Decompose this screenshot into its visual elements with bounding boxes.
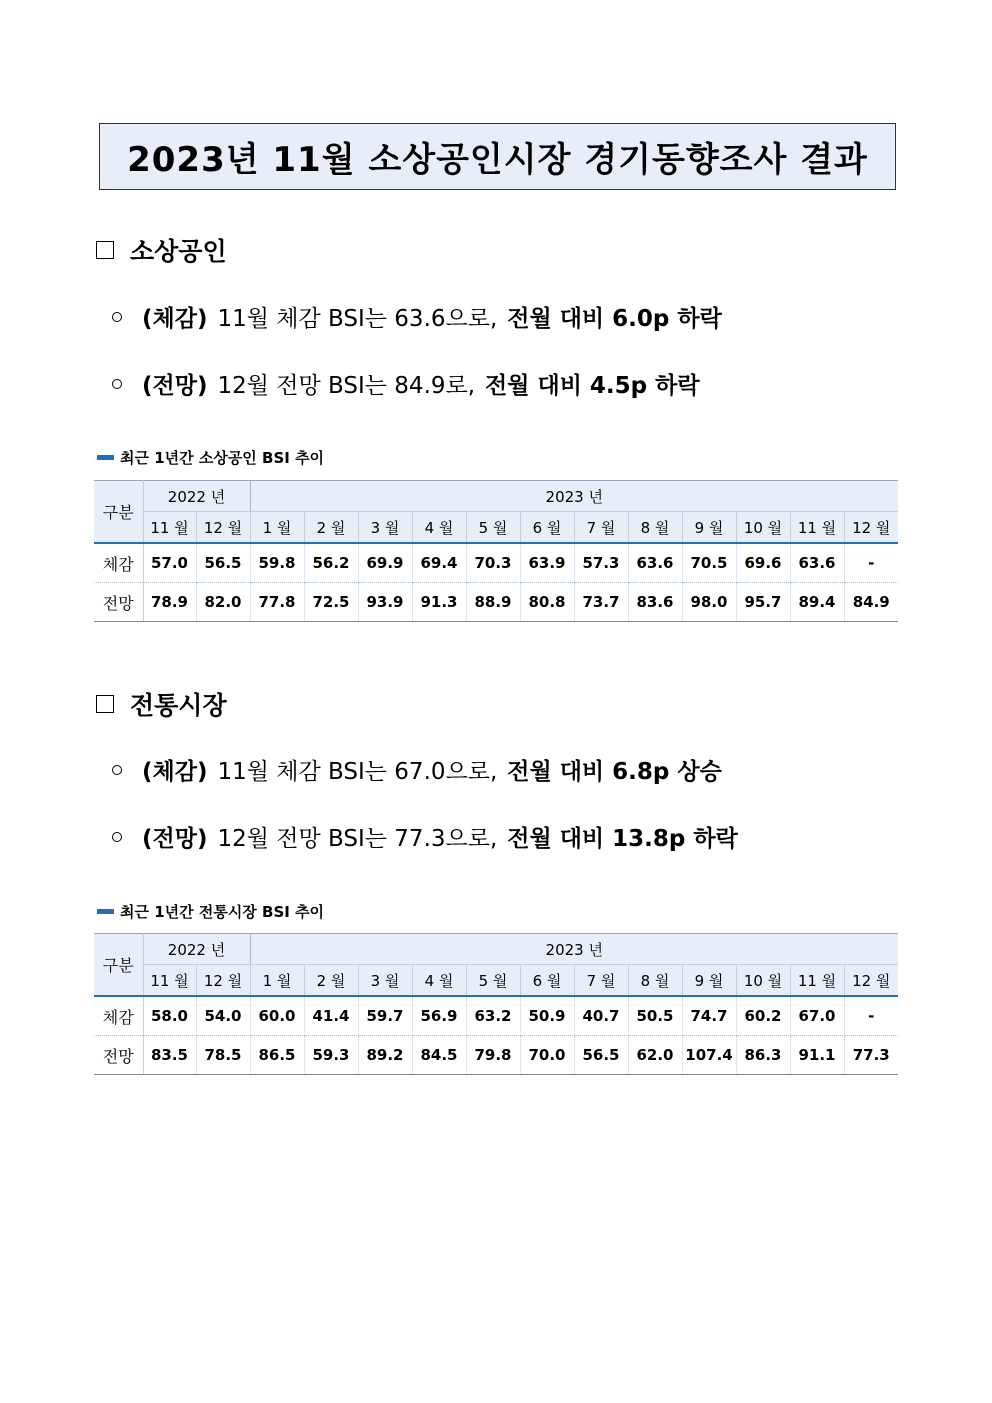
bullet-tag: (체감) bbox=[142, 306, 208, 332]
header-year-2022: 2022 년 bbox=[143, 934, 250, 965]
header-month: 11 월 bbox=[143, 512, 196, 544]
caption-text: 최근 1년간 소상공인 BSI 추이 bbox=[120, 449, 325, 467]
table-cell: 60.2 bbox=[736, 996, 790, 1036]
bullet-current bbox=[112, 300, 722, 333]
table-cell: - bbox=[844, 543, 898, 583]
circle-bullet-icon bbox=[112, 312, 122, 322]
table-cell: 84.5 bbox=[412, 1036, 466, 1075]
header-month: 4 월 bbox=[412, 965, 466, 997]
table-cell: 69.6 bbox=[736, 543, 790, 583]
header-month: 11 월 bbox=[143, 965, 196, 997]
bullet-text: 12월 전망 BSI는 77.3으로, bbox=[217, 826, 498, 852]
table-cell: 41.4 bbox=[304, 996, 358, 1036]
table-caption bbox=[97, 447, 324, 468]
header-month: 8 월 bbox=[628, 965, 682, 997]
caption-bar-icon bbox=[97, 455, 114, 460]
checkbox-square-icon bbox=[96, 695, 114, 713]
table-cell: 57.0 bbox=[143, 543, 196, 583]
section-heading-label: 전통시장 bbox=[130, 691, 227, 720]
table-cell: - bbox=[844, 996, 898, 1036]
header-month: 12 월 bbox=[196, 512, 250, 544]
bullet-emphasis: 전월 대비 13.8p 하락 bbox=[507, 826, 738, 852]
table-cell: 69.4 bbox=[412, 543, 466, 583]
table-cell: 50.5 bbox=[628, 996, 682, 1036]
bullet-tag: (전망) bbox=[142, 373, 208, 399]
header-month: 9 월 bbox=[682, 512, 736, 544]
bullet-outlook bbox=[112, 820, 738, 853]
table-cell: 86.3 bbox=[736, 1036, 790, 1075]
page-title: 2023년 11월 소상공인시장 경기동향조사 결과 bbox=[99, 123, 896, 190]
table-cell: 77.8 bbox=[250, 583, 304, 622]
caption-bar-icon bbox=[97, 909, 114, 914]
table-cell: 40.7 bbox=[574, 996, 628, 1036]
header-month: 5 월 bbox=[466, 512, 520, 544]
table-cell: 70.3 bbox=[466, 543, 520, 583]
table-cell: 91.3 bbox=[412, 583, 466, 622]
table-cell: 83.6 bbox=[628, 583, 682, 622]
table-cell: 107.4 bbox=[682, 1036, 736, 1075]
bullet-outlook bbox=[112, 367, 700, 400]
table-cell: 59.8 bbox=[250, 543, 304, 583]
table-cell: 50.9 bbox=[520, 996, 574, 1036]
bullet-tag: (체감) bbox=[142, 759, 208, 785]
bullet-emphasis: 전월 대비 4.5p 하락 bbox=[485, 373, 700, 399]
header-month: 11 월 bbox=[790, 512, 844, 544]
table-cell: 84.9 bbox=[844, 583, 898, 622]
table-cell: 59.7 bbox=[358, 996, 412, 1036]
table-cell: 70.0 bbox=[520, 1036, 574, 1075]
header-month: 3 월 bbox=[358, 965, 412, 997]
header-year-2023: 2023 년 bbox=[250, 481, 898, 512]
table-cell: 59.3 bbox=[304, 1036, 358, 1075]
table-cell: 78.5 bbox=[196, 1036, 250, 1075]
bullet-emphasis: 전월 대비 6.0p 하락 bbox=[507, 306, 722, 332]
table-cell: 79.8 bbox=[466, 1036, 520, 1075]
table-cell: 62.0 bbox=[628, 1036, 682, 1075]
table-cell: 58.0 bbox=[143, 996, 196, 1036]
table-cell: 83.5 bbox=[143, 1036, 196, 1075]
bullet-text: 12월 전망 BSI는 84.9로, bbox=[217, 373, 476, 399]
caption-text: 최근 1년간 전통시장 BSI 추이 bbox=[120, 903, 325, 921]
table-cell: 63.6 bbox=[628, 543, 682, 583]
header-month: 8 월 bbox=[628, 512, 682, 544]
circle-bullet-icon bbox=[112, 832, 122, 842]
table-cell: 63.9 bbox=[520, 543, 574, 583]
table-cell: 95.7 bbox=[736, 583, 790, 622]
table-cell: 82.0 bbox=[196, 583, 250, 622]
table-cell: 56.2 bbox=[304, 543, 358, 583]
section-heading-small-business bbox=[96, 232, 227, 268]
header-year-2023: 2023 년 bbox=[250, 934, 898, 965]
bullet-emphasis: 전월 대비 6.8p 상승 bbox=[507, 759, 722, 785]
row-label: 체감 bbox=[94, 996, 143, 1036]
section-heading-traditional-market bbox=[96, 686, 227, 722]
header-month: 6 월 bbox=[520, 965, 574, 997]
header-month: 12 월 bbox=[844, 965, 898, 997]
bullet-current bbox=[112, 753, 722, 786]
table-cell: 78.9 bbox=[143, 583, 196, 622]
checkbox-square-icon bbox=[96, 241, 114, 259]
table-row bbox=[94, 996, 898, 1036]
table-cell: 54.0 bbox=[196, 996, 250, 1036]
header-month: 11 월 bbox=[790, 965, 844, 997]
table-row bbox=[94, 1036, 898, 1075]
row-label: 체감 bbox=[94, 543, 143, 583]
table-cell: 56.5 bbox=[574, 1036, 628, 1075]
header-month: 1 월 bbox=[250, 965, 304, 997]
header-month: 2 월 bbox=[304, 512, 358, 544]
table-caption bbox=[97, 901, 324, 922]
header-month: 9 월 bbox=[682, 965, 736, 997]
table-cell: 63.2 bbox=[466, 996, 520, 1036]
section-heading-label: 소상공인 bbox=[130, 237, 227, 266]
circle-bullet-icon bbox=[112, 765, 122, 775]
bullet-text: 11월 체감 BSI는 67.0으로, bbox=[217, 759, 498, 785]
table-cell: 86.5 bbox=[250, 1036, 304, 1075]
header-month: 10 월 bbox=[736, 965, 790, 997]
table-cell: 56.5 bbox=[196, 543, 250, 583]
table-cell: 63.6 bbox=[790, 543, 844, 583]
bullet-tag: (전망) bbox=[142, 826, 208, 852]
header-year-2022: 2022 년 bbox=[143, 481, 250, 512]
table-cell: 72.5 bbox=[304, 583, 358, 622]
table-cell: 77.3 bbox=[844, 1036, 898, 1075]
header-month: 3 월 bbox=[358, 512, 412, 544]
bullet-text: 11월 체감 BSI는 63.6으로, bbox=[217, 306, 498, 332]
header-month: 10 월 bbox=[736, 512, 790, 544]
table-row bbox=[94, 583, 898, 622]
table-cell: 67.0 bbox=[790, 996, 844, 1036]
table-cell: 98.0 bbox=[682, 583, 736, 622]
table-cell: 93.9 bbox=[358, 583, 412, 622]
table-cell: 88.9 bbox=[466, 583, 520, 622]
header-month: 6 월 bbox=[520, 512, 574, 544]
table-cell: 89.2 bbox=[358, 1036, 412, 1075]
row-label: 전망 bbox=[94, 1036, 143, 1075]
bsi-table-traditional-market bbox=[94, 933, 898, 1075]
header-corner: 구분 bbox=[94, 481, 143, 544]
bsi-table-small-business bbox=[94, 480, 898, 622]
table-cell: 69.9 bbox=[358, 543, 412, 583]
table-cell: 80.8 bbox=[520, 583, 574, 622]
header-month: 7 월 bbox=[574, 512, 628, 544]
table-cell: 74.7 bbox=[682, 996, 736, 1036]
table-cell: 60.0 bbox=[250, 996, 304, 1036]
row-label: 전망 bbox=[94, 583, 143, 622]
header-month: 12 월 bbox=[844, 512, 898, 544]
table-cell: 57.3 bbox=[574, 543, 628, 583]
header-month: 7 월 bbox=[574, 965, 628, 997]
table-cell: 73.7 bbox=[574, 583, 628, 622]
header-corner: 구분 bbox=[94, 934, 143, 997]
table-cell: 91.1 bbox=[790, 1036, 844, 1075]
header-month: 12 월 bbox=[196, 965, 250, 997]
header-month: 2 월 bbox=[304, 965, 358, 997]
table-cell: 89.4 bbox=[790, 583, 844, 622]
table-cell: 70.5 bbox=[682, 543, 736, 583]
table-row bbox=[94, 543, 898, 583]
circle-bullet-icon bbox=[112, 379, 122, 389]
table-cell: 56.9 bbox=[412, 996, 466, 1036]
header-month: 5 월 bbox=[466, 965, 520, 997]
header-month: 1 월 bbox=[250, 512, 304, 544]
header-month: 4 월 bbox=[412, 512, 466, 544]
